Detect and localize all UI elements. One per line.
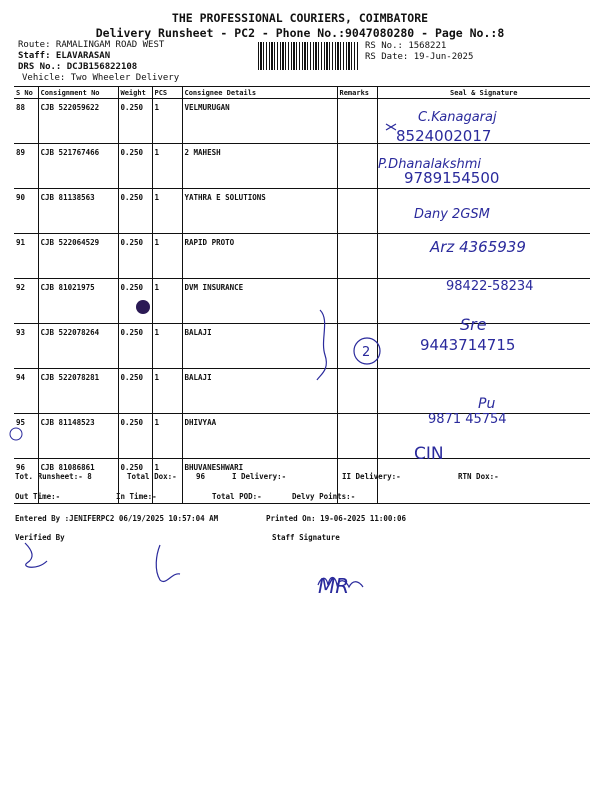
- cell-weight: 0.250: [118, 99, 152, 144]
- hw-row94-phone: 9443714715: [420, 336, 516, 354]
- cell-pcs: 1: [152, 414, 182, 459]
- hw-row90-note: Dany 2GSM: [414, 207, 490, 222]
- col-header-consignee: Consignee Details: [182, 87, 337, 99]
- out-time: Out Time:-: [15, 492, 61, 501]
- cell-consignee: YATHRA E SOLUTIONS: [182, 189, 337, 234]
- rtn-dox: RTN Dox:-: [458, 472, 499, 481]
- col-header-sno: S No: [14, 87, 38, 99]
- cell-sno: 91: [14, 234, 38, 279]
- cell-pcs: 1: [152, 324, 182, 369]
- cell-consignment: CJB 522064529: [38, 234, 118, 279]
- cell-consignee: DHIVYAA: [182, 414, 337, 459]
- cell-pcs: 1: [152, 459, 182, 504]
- hw-row96-note: CIN: [414, 444, 444, 464]
- cell-pcs: 1: [152, 189, 182, 234]
- total-dox-label: Total Dox:-: [127, 472, 177, 481]
- cell-remarks: [337, 414, 377, 459]
- staff-signature-label: Staff Signature: [272, 533, 340, 542]
- cell-weight: 0.250: [118, 369, 152, 414]
- staff-signature-stroke: [318, 578, 363, 588]
- cell-consignment: CJB 81138563: [38, 189, 118, 234]
- hw-row95-note: Pu: [478, 396, 496, 412]
- hw-row89-phone: 9789154500: [404, 169, 500, 187]
- in-time: In Time:-: [116, 492, 157, 501]
- cell-weight: 0.250: [118, 324, 152, 369]
- table-row: [14, 144, 590, 189]
- table-row: [14, 324, 590, 369]
- drs-number: DRS No.: DCJB156822108: [18, 62, 138, 72]
- total-dox-value: 96: [196, 472, 206, 481]
- cell-remarks: [337, 234, 377, 279]
- hw-row92-phone: 98422-58234: [446, 279, 534, 294]
- cell-consignee: BALAJI: [182, 369, 337, 414]
- table-row: [14, 99, 590, 144]
- hw-row88-name: C.Kanagaraj: [418, 110, 497, 125]
- table-row: [14, 234, 590, 279]
- cell-pcs: 1: [152, 234, 182, 279]
- route-label: Route: RAMALINGAM ROAD WEST: [18, 40, 165, 50]
- col-header-pcs: PCS: [152, 87, 182, 99]
- cell-remarks: [337, 369, 377, 414]
- cell-weight: 0.250: [118, 144, 152, 189]
- cell-weight: 0.250: [118, 459, 152, 504]
- table-header-row: [14, 87, 590, 99]
- cell-signature: [377, 414, 590, 459]
- cell-weight: 0.250: [118, 414, 152, 459]
- ii-delivery: II Delivery:-: [342, 472, 401, 481]
- cell-signature: [377, 99, 590, 144]
- table-row: [14, 369, 590, 414]
- cell-signature: [377, 369, 590, 414]
- cell-sno: 96: [14, 459, 38, 504]
- verified-signature-stroke-2: [156, 545, 180, 582]
- cell-weight: 0.250: [118, 189, 152, 234]
- cell-pcs: 1: [152, 99, 182, 144]
- hw-row88-phone: 8524002017: [396, 127, 492, 145]
- hw-row91-note: Arz 4365939: [430, 238, 526, 256]
- cell-consignee: BHUVANESHWARI: [182, 459, 337, 504]
- cell-consignment: CJB 81086861: [38, 459, 118, 504]
- cell-sno: 94: [14, 369, 38, 414]
- vehicle-label: Vehicle: Two Wheeler Delivery: [22, 73, 180, 83]
- table-row: [14, 279, 590, 324]
- verified-signature-stroke: [25, 543, 47, 567]
- cell-remarks: [337, 324, 377, 369]
- cell-consignment: CJB 81148523: [38, 414, 118, 459]
- cell-signature: [377, 324, 590, 369]
- cell-sno: 95: [14, 414, 38, 459]
- hw-row94-circle-number: 2: [362, 345, 371, 360]
- cell-signature: [377, 279, 590, 324]
- cell-remarks: [337, 279, 377, 324]
- cell-pcs: 1: [152, 144, 182, 189]
- cell-signature: [377, 234, 590, 279]
- cell-remarks: [337, 189, 377, 234]
- cell-remarks: [337, 144, 377, 189]
- cell-signature: [377, 144, 590, 189]
- cell-consignee: BALAJI: [182, 324, 337, 369]
- cell-consignment: CJB 81021975: [38, 279, 118, 324]
- col-header-weight: Weight: [118, 87, 152, 99]
- cell-sno: 89: [14, 144, 38, 189]
- col-header-remarks: Remarks: [337, 87, 377, 99]
- cell-signature: [377, 189, 590, 234]
- cell-sno: 92: [14, 279, 38, 324]
- table-row: [14, 189, 590, 234]
- cell-consignee: DVM INSURANCE: [182, 279, 337, 324]
- cell-consignment: CJB 521767466: [38, 144, 118, 189]
- rs-number: RS No.: 1568221: [365, 41, 447, 51]
- cell-remarks: [337, 99, 377, 144]
- cell-consignee: RAPID PROTO: [182, 234, 337, 279]
- staff-label: Staff: ELAVARASAN: [18, 51, 111, 61]
- entered-by: Entered By :JENIFERPC2 06/19/2025 10:57:04 AM: [15, 514, 219, 523]
- hw-row93-name: Sre: [460, 315, 487, 334]
- cell-consignee: 2 MAHESH: [182, 144, 337, 189]
- cell-pcs: 1: [152, 369, 182, 414]
- rs-date: RS Date: 19-Jun-2025: [365, 52, 474, 62]
- hw-row89-name: P.Dhanalakshmi: [378, 157, 481, 172]
- cell-signature: [377, 459, 590, 504]
- i-delivery: I Delivery:-: [232, 472, 287, 481]
- company-title: THE PROFESSIONAL COURIERS, COIMBATORE: [171, 11, 429, 25]
- barcode-image: [258, 42, 358, 70]
- verified-by-label: Verified By: [15, 533, 65, 542]
- cell-weight: 0.250: [118, 234, 152, 279]
- col-header-consignment: Consignment No: [38, 87, 118, 99]
- hw-row95-phone: 9871 45754: [428, 412, 507, 427]
- cell-consignee: VELMURUGAN: [182, 99, 337, 144]
- cell-consignment: CJB 522078281: [38, 369, 118, 414]
- cell-sno: 90: [14, 189, 38, 234]
- total-pod: Total POD:-: [212, 492, 262, 501]
- hw-staff-initials: MR: [318, 574, 350, 598]
- cell-consignment: CJB 522059622: [38, 99, 118, 144]
- cell-weight: 0.250: [118, 279, 152, 324]
- col-header-signature: Seal & Signature: [377, 87, 590, 99]
- printed-on: Printed On: 19-06-2025 11:00:06: [266, 514, 406, 523]
- cell-sno: 93: [14, 324, 38, 369]
- table-row: [14, 414, 590, 459]
- runsheet-table: [14, 86, 590, 504]
- delvy-points: Delvy Points:-: [292, 492, 356, 501]
- tot-runsheet: Tot. Runsheet:- 8: [15, 472, 92, 481]
- cell-pcs: 1: [152, 279, 182, 324]
- runsheet-subtitle: Delivery Runsheet - PC2 - Phone No.:9047080280 - Page No.:8: [95, 26, 505, 40]
- cell-sno: 88: [14, 99, 38, 144]
- cell-consignment: CJB 522078264: [38, 324, 118, 369]
